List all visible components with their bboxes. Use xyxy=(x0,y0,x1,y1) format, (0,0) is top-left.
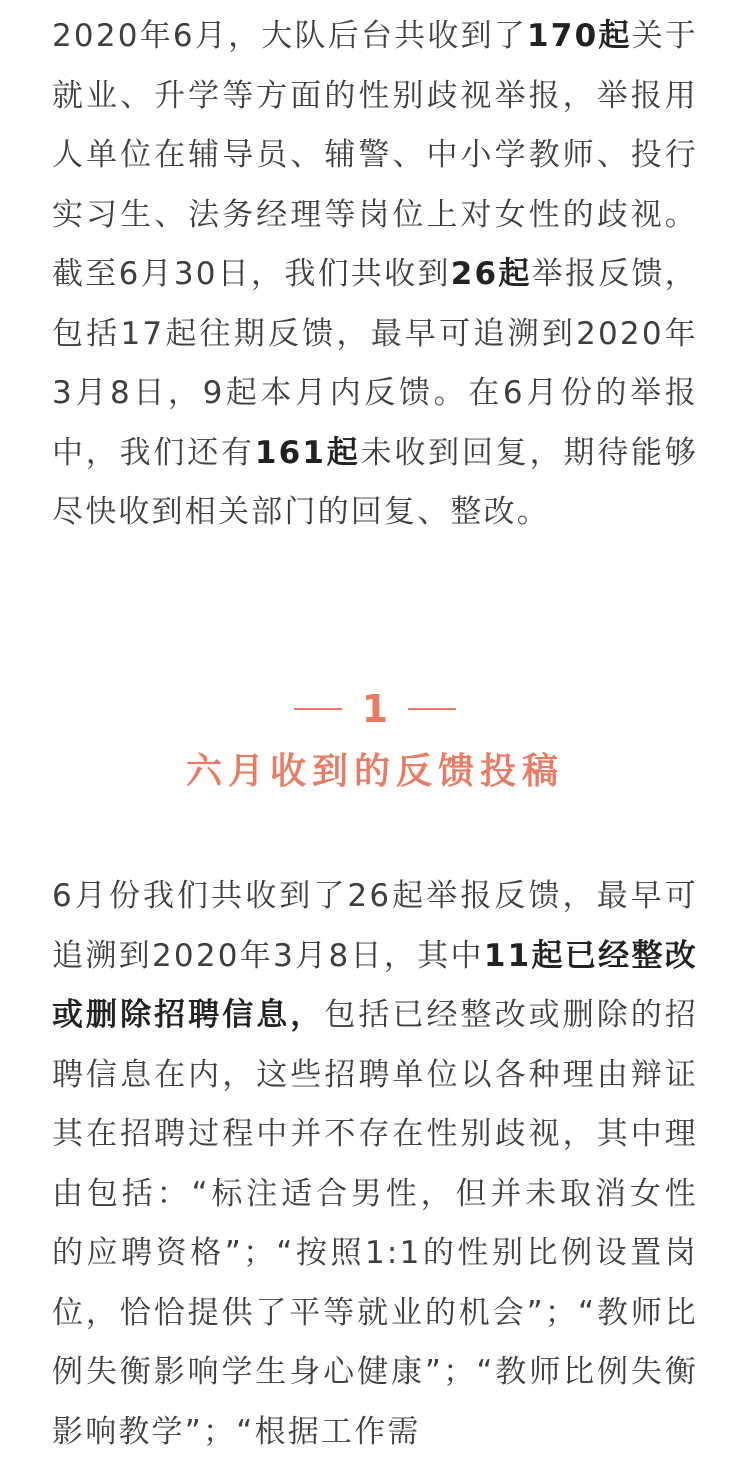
feedback-paragraph xyxy=(52,867,698,1462)
section-line-right xyxy=(408,708,456,710)
section-title: 六月收到的反馈投稿 xyxy=(185,751,564,792)
intro-count-feedback: 26起 xyxy=(450,256,532,292)
feedback-text-2: 包括已经整改或删除的招聘信息在内，这些招聘单位以各种理由辩证其在招聘过程中并不存在性别歧视，其中理由包括：“标注适合男性，但并未取消女性的应聘资格”；“按照1:1的性别比例设置岗位，恰恰提供了平等就业的机会”；“教师比例失衡影响学生身心健康”；“教师比例失衡影响教学”；“根据工作需 xyxy=(52,997,698,1450)
section-number-row xyxy=(0,684,750,734)
intro-paragraph xyxy=(52,7,698,543)
feedback-highlight: 11起已经整改或删除招聘信息， xyxy=(52,937,698,1033)
intro-text-3: 举报反馈，包括17起往期反馈，最早可追溯到2020年3月8日，9起本月内反馈。在6月份的举报中，我们还有 xyxy=(52,256,698,471)
section-line-left xyxy=(294,708,342,710)
feedback-text-1: 6月份我们共收到了26起举报反馈，最早可追溯到2020年3月8日，其中 xyxy=(52,878,698,974)
section-heading xyxy=(0,684,750,798)
intro-count-unanswered: 161起 xyxy=(254,434,361,471)
intro-count-reports: 170起 xyxy=(527,18,632,54)
intro-text-2: 关于就业、升学等方面的性别歧视举报，举报用人单位在辅导员、辅警、中小学教师、投行实习生、法务经理等岗位上对女性的歧视。截至6月30日，我们共收到 xyxy=(52,18,698,292)
section-number: 1 xyxy=(361,687,389,731)
intro-text-4: 未收到回复，期待能够尽快收到相关部门的回复、整改。 xyxy=(52,434,699,530)
intro-text-1: 2020年6月，大队后台共收到了 xyxy=(52,18,528,54)
